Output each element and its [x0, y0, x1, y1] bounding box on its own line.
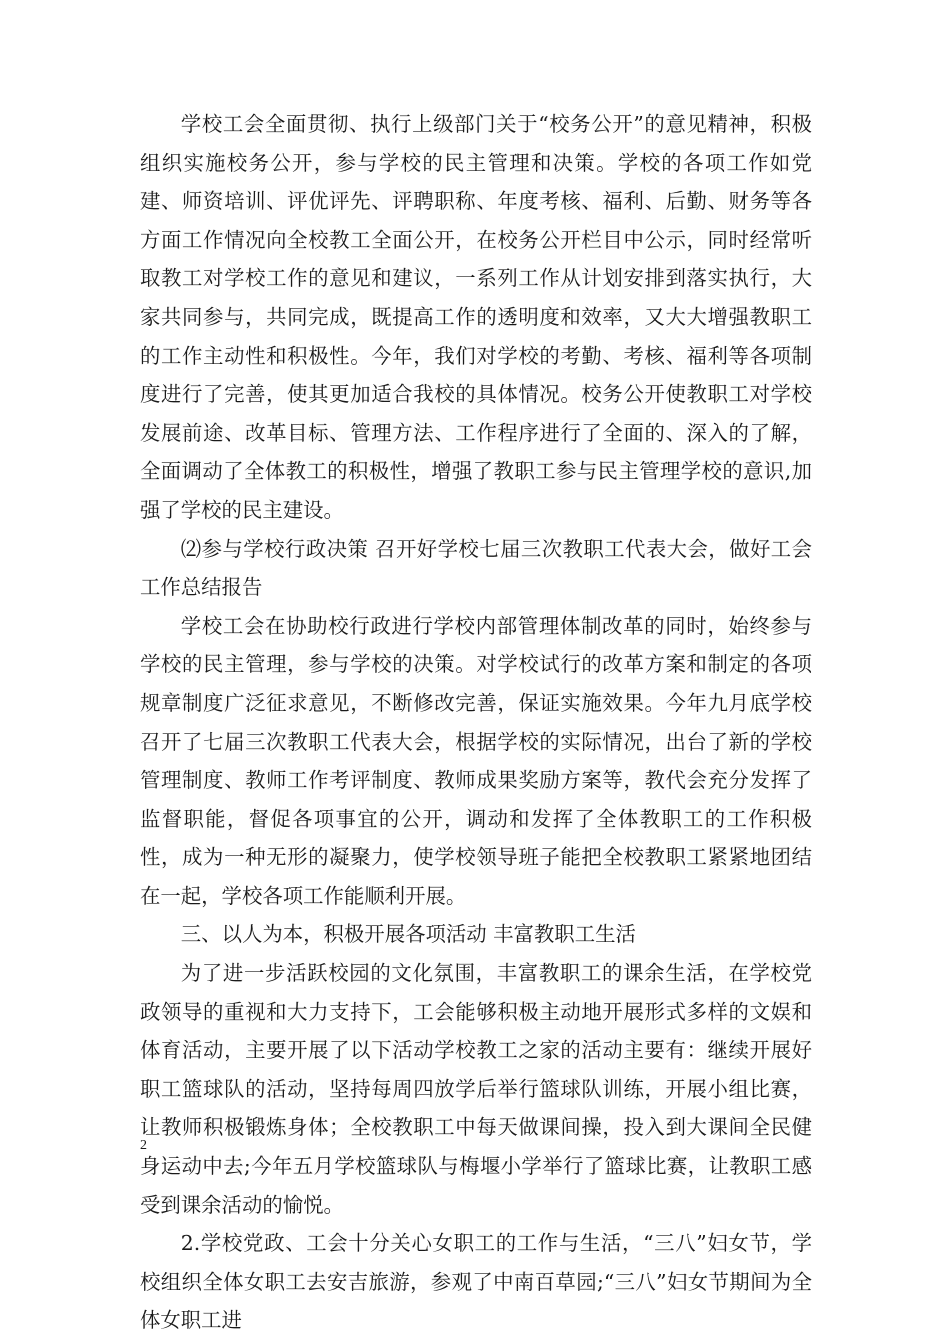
document-body [140, 105, 812, 1340]
section-heading-activities: 三、以人为本，积极开展各项活动 丰富教职工生活 [180, 922, 636, 947]
paragraph-cultural-activities: 为了进一步活跃校园的文化氛围，丰富教职工的课余生活，在学校党政领导的重视和大力支持下，工会能够积极主动地开展形式多样的文娱和体育活动，主要开展了以下活动学校教工之家的活动主要有：继续开展好职工篮球队的活动，坚持每周四放学后举行篮球队训练，开展小组比赛，让教师积极锻炼身体；全校教职工中每天做课间操，投入到大课间全民健身运动中去;今年五月学校篮球队与梅堰小学举行了篮球比赛，让教职工感受到课余活动的愉悦。 [140, 961, 812, 1217]
paragraph-union-management-participation: 学校工会在协助校行政进行学校内部管理体制改革的同时，始终参与学校的民主管理，参与学校的决策。对学校试行的改革方案和制定的各项规章制度广泛征求意见，不断修改完善，保证实施效果。今年九月底学校召开了七届三次教职工代表大会，根据学校的实际情况，出台了新的学校管理制度、教师工作考评制度、教师成果奖励方案等，教代会充分发挥了监督职能，督促各项事宜的公开，调动和发挥了全体教职工的工作积极性，成为一种无形的凝聚力，使学校领导班子能把全校教职工紧紧地团结在一起，学校各项工作能顺利开展。 [140, 613, 812, 908]
paragraph-female-staff-care: 2.学校党政、工会十分关心女职工的工作与生活，“三八”妇女节，学校组织全体女职工去安吉旅游，参观了中南百草园;“三八”妇女节期间为全体女职工进 [140, 1231, 812, 1333]
paragraph-administrative-decision-heading: ⑵参与学校行政决策 召开好学校七届三次教职工代表大会，做好工会工作总结报告 [140, 536, 812, 600]
page-number: 2 [140, 1138, 147, 1153]
paragraph-school-affairs-openness: 学校工会全面贯彻、执行上级部门关于“校务公开”的意见精神，积极组织实施校务公开，参与学校的民主管理和决策。学校的各项工作如党建、师资培训、评优评先、评聘职称、年度考核、福利、后勤、财务等各方面工作情况向全校教工全面公开，在校务公开栏目中公示，同时经常听取教工对学校工作的意见和建议，一系列工作从计划安排到落实执行，大家共同参与，共同完成，既提高工作的透明度和效率，又大大增强教职工的工作主动性和积极性。今年，我们对学校的考勤、考核、福利等各项制度进行了完善，使其更加适合我校的具体情况。校务公开使教职工对学校发展前途、改革目标、管理方法、工作程序进行了全面的、深入的了解，全面调动了全体教工的积极性，增强了教职工参与民主管理学校的意识,加强了学校的民主建设。 [140, 112, 812, 522]
